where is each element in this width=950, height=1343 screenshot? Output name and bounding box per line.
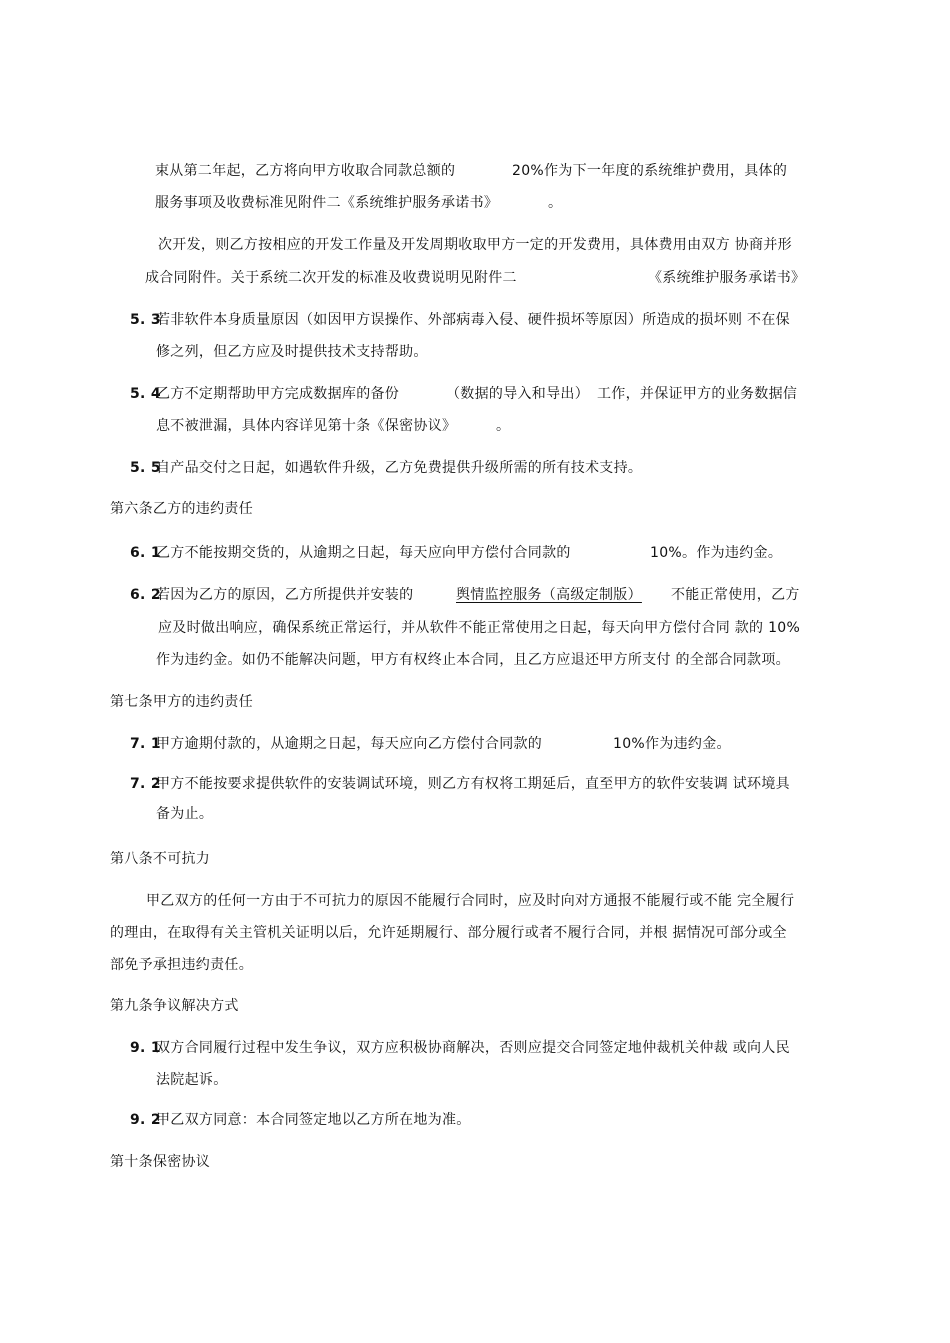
text-line: 甲方逾期付款的，从逾期之日起，每天应向乙方偿付合同款的 <box>156 736 543 752</box>
text-line: 《系统维护服务承诺书》 <box>648 270 806 286</box>
clause-number: 9. 1 <box>130 1040 161 1056</box>
clause-number: 6. 1 <box>130 545 161 561</box>
text-line: 束从第二年起，乙方将向甲方收取合同款总额的 <box>155 163 456 179</box>
clause-number: 5. 5 <box>130 460 161 476</box>
text-line: 10%作为违约金。 <box>613 736 731 752</box>
text-line: 不能正常使用，乙方 <box>671 587 800 603</box>
clause-number: 7. 2 <box>130 776 161 792</box>
text-line: 修之列，但乙方应及时提供技术支持帮助。 <box>156 344 428 360</box>
text-line: 10%。作为违约金。 <box>650 545 783 561</box>
text-line: 若非软件本身质量原因（如因甲方误操作、外部病毒入侵、硬件损坏等原因）所造成的损坏则 不在保 <box>156 312 790 328</box>
article-heading: 第十条保密协议 <box>110 1154 211 1170</box>
text-line: 应及时做出响应，确保系统正常运行，并从软件不能正常使用之日起，每天向甲方偿付合同 款的 10% <box>158 620 801 636</box>
text-line: 。 <box>548 195 563 211</box>
text-line: 成合同附件。关于系统二次开发的标准及收费说明见附件二 <box>145 270 517 286</box>
text-line: 甲乙双方同意：本合同签定地以乙方所在地为准。 <box>156 1112 471 1128</box>
text-line: 甲方不能按要求提供软件的安装调试环境，则乙方有权将工期延后，直至甲方的软件安装调 试环境具 <box>156 776 790 792</box>
article-heading: 第六条乙方的违约责任 <box>110 501 253 517</box>
text-line: 双方合同履行过程中发生争议，双方应积极协商解决，否则应提交合同签定地仲裁机关仲裁 或向人民 <box>156 1040 790 1056</box>
text-line: 息不被泄漏，具体内容详见第十条《保密协议》 <box>156 418 457 434</box>
text-line: 法院起诉。 <box>156 1072 228 1088</box>
clause-number: 7. 1 <box>130 736 161 752</box>
clause-number: 6. 2 <box>130 587 161 603</box>
text-line: 作为违约金。如仍不能解决问题，甲方有权终止本合同，且乙方应退还甲方所支付 的全部合同款项。 <box>156 652 790 668</box>
text-line: 备为止。 <box>156 806 214 822</box>
text-line: 乙方不定期帮助甲方完成数据库的备份 <box>156 386 400 402</box>
text-line: 部免予承担违约责任。 <box>110 957 253 973</box>
clause-number: 9. 2 <box>130 1112 161 1128</box>
clause-number: 5. 4 <box>130 386 161 402</box>
text-line: 20%作为下一年度的系统维护费用，具体的 <box>512 163 788 179</box>
article-heading: 第七条甲方的违约责任 <box>110 694 253 710</box>
article-heading: 第九条争议解决方式 <box>110 998 239 1014</box>
text-line: 次开发，则乙方按相应的开发工作量及开发周期收取甲方一定的开发费用，具体费用由双方 协商并形 <box>158 237 792 253</box>
text-line: 的理由，在取得有关主管机关证明以后，允许延期履行、部分履行或者不履行合同，并根 据情况可部分或全 <box>110 925 787 941</box>
text-line: 服务事项及收费标准见附件二《系统维护服务承诺书》 <box>155 195 499 211</box>
text-line: 若因为乙方的原因，乙方所提供并安装的 <box>156 587 414 603</box>
text-line: 乙方不能按期交货的，从逾期之日起，每天应向甲方偿付合同款的 <box>156 545 571 561</box>
text-line: 。 <box>496 418 511 434</box>
product-name: 舆情监控服务（高级定制版） <box>456 587 642 603</box>
text-line: 甲乙双方的任何一方由于不可抗力的原因不能履行合同时，应及时向对方通报不能履行或不能 完全履行 <box>146 893 795 909</box>
text-line: 工作，并保证甲方的业务数据信 <box>597 386 798 402</box>
text-line: 自产品交付之日起，如遇软件升级，乙方免费提供升级所需的所有技术支持。 <box>156 460 643 476</box>
article-heading: 第八条不可抗力 <box>110 851 211 867</box>
clause-number: 5. 3 <box>130 312 161 328</box>
text-line: （数据的导入和导出） <box>446 386 589 402</box>
